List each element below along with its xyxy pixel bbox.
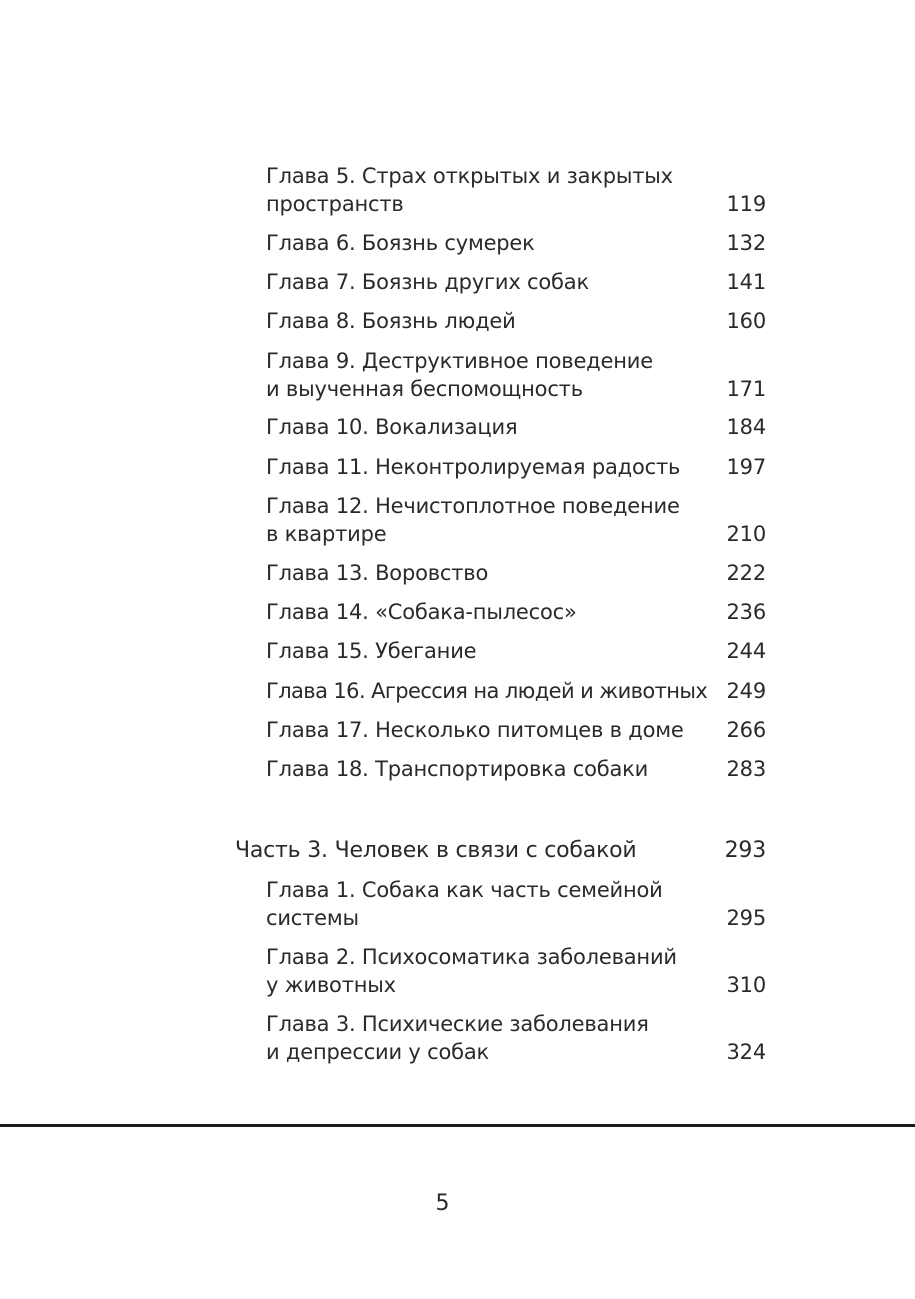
toc-entry-title: Глава 14. «Собака-пылесос» xyxy=(266,600,577,624)
toc-entry-chapter-15[interactable] xyxy=(266,637,766,665)
toc-entry-title: Глава 13. Воровство xyxy=(266,561,489,585)
toc-entry-chapter-16[interactable] xyxy=(266,677,766,705)
toc-entry-chapter-10[interactable] xyxy=(266,413,766,441)
toc-entry-chapter-6[interactable] xyxy=(266,229,766,257)
toc-entry-title: Глава 11. Неконтролируемая радость xyxy=(266,455,681,479)
toc-entry-chapter-18[interactable] xyxy=(266,755,766,783)
toc-entry-page: 324 xyxy=(726,1040,766,1064)
toc-entry-title: Глава 6. Боязнь сумерек xyxy=(266,231,535,255)
toc-entry-title: Глава 18. Транспортировка собаки xyxy=(266,757,649,781)
toc-entry-chapter-11[interactable] xyxy=(266,453,766,481)
toc-entry-title: Глава 3. Психические заболевания и депрессии у собак xyxy=(266,1012,649,1064)
toc-entry-page: 236 xyxy=(726,600,766,624)
toc-part-title: Часть 3. Человек в связи с собакой xyxy=(235,838,637,863)
toc-entry-chapter-8[interactable] xyxy=(266,307,766,335)
toc-entry-page: 244 xyxy=(726,639,766,663)
toc-entry-title: Глава 17. Несколько питомцев в доме xyxy=(266,718,684,742)
toc-entry-chapter-14[interactable] xyxy=(266,598,766,626)
toc-entry-title: Глава 8. Боязнь людей xyxy=(266,309,516,333)
toc-entry-part-3[interactable] xyxy=(235,837,766,865)
toc-entry-page: 249 xyxy=(726,679,766,703)
footer-divider xyxy=(0,1124,915,1127)
toc-entry-chapter-17[interactable] xyxy=(266,716,766,744)
toc-entry-part3-chapter-1[interactable] xyxy=(266,876,766,932)
toc-entry-page: 119 xyxy=(726,192,766,216)
toc-entry-title: Глава 5. Страх открытых и закрытых пространств xyxy=(266,164,673,216)
toc-entry-page: 266 xyxy=(726,718,766,742)
toc-entry-chapter-9[interactable] xyxy=(266,347,766,403)
toc-entry-page: 171 xyxy=(726,377,766,401)
page-number: 5 xyxy=(435,1191,450,1216)
toc-entry-page: 197 xyxy=(726,455,766,479)
toc-entry-page: 222 xyxy=(726,561,766,585)
toc-entry-page: 283 xyxy=(726,757,766,781)
toc-entry-page: 310 xyxy=(726,973,766,997)
toc-entry-chapter-7[interactable] xyxy=(266,268,766,296)
toc-entry-chapter-13[interactable] xyxy=(266,559,766,587)
toc-entry-title: Глава 2. Психосоматика заболеваний у животных xyxy=(266,945,677,997)
toc-entry-chapter-5[interactable] xyxy=(266,162,766,218)
toc-entry-chapter-12[interactable] xyxy=(266,492,766,548)
toc-entry-title: Глава 10. Вокализация xyxy=(266,415,518,439)
toc-entry-page: 160 xyxy=(726,309,766,333)
toc-entry-page: 295 xyxy=(726,906,766,930)
toc-entry-part3-chapter-3[interactable] xyxy=(266,1010,766,1066)
toc-entry-page: 184 xyxy=(726,415,766,439)
toc-entry-title: Глава 12. Нечистоплотное поведение в квартире xyxy=(266,494,680,546)
toc-entry-page: 132 xyxy=(726,231,766,255)
toc-entry-title: Глава 9. Деструктивное поведение и выученная беспомощность xyxy=(266,349,653,401)
toc-entry-title: Глава 1. Собака как часть семейной системы xyxy=(266,878,663,930)
toc-entry-title: Глава 15. Убегание xyxy=(266,639,477,663)
toc-part-page: 293 xyxy=(724,838,766,863)
toc-entry-title: Глава 7. Боязнь других собак xyxy=(266,270,589,294)
toc-entry-part3-chapter-2[interactable] xyxy=(266,943,766,999)
toc-entry-page: 141 xyxy=(726,270,766,294)
toc-entry-title: Глава 16. Агрессия на людей и животных xyxy=(266,679,708,703)
toc-entry-page: 210 xyxy=(726,522,766,546)
